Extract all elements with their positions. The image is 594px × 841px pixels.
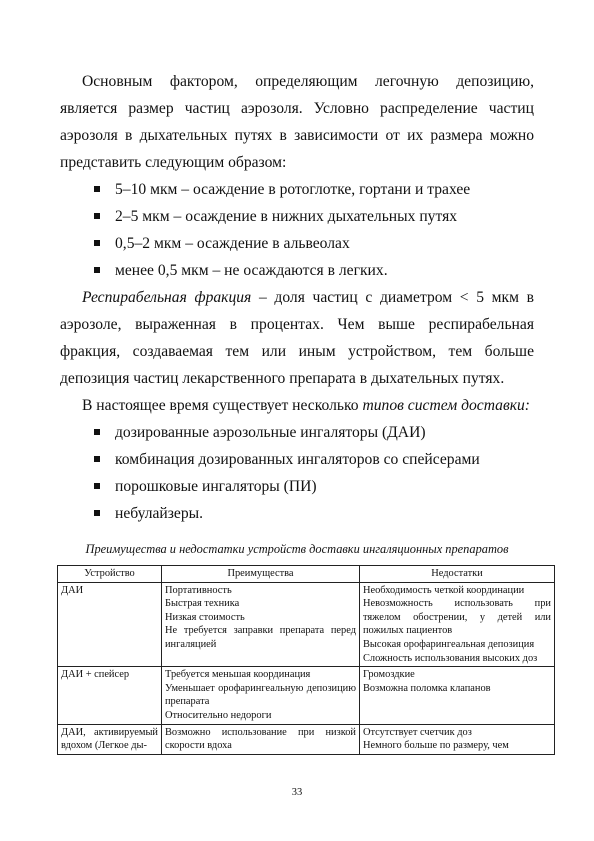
table-header-row bbox=[58, 566, 555, 583]
list-item: менее 0,5 мкм – не осаждаются в легких. bbox=[94, 257, 534, 284]
particle-size-list bbox=[60, 176, 534, 284]
paragraph-respirable-fraction: Респирабельная фракция – доля частиц с диаметром < 5 мкм в аэрозоле, выраженная в процентах. Чем выше респирабельная фракция, создаваемая тем или иным устройством, тем больше депозиция частиц лекарственного препарата в дыхательных путях. bbox=[60, 289, 534, 387]
term-respirable-fraction: Респирабельная фракция bbox=[82, 289, 252, 306]
device-cell: ДАИ bbox=[58, 582, 162, 667]
bullet-square-icon bbox=[94, 186, 100, 192]
cons-cell: Отсутствует счетчик доз Немного больше по размеру, чем bbox=[360, 724, 555, 754]
pros-cell: Портативность Быстрая техника Низкая стоимость Не требуется заправки препарата перед ингаляцией bbox=[162, 582, 360, 667]
list-item: 0,5–2 мкм – осаждение в альвеолах bbox=[94, 230, 534, 257]
list-item: небулайзеры. bbox=[94, 500, 534, 527]
table-row bbox=[58, 724, 555, 754]
column-header: Устройство bbox=[58, 566, 162, 583]
list-item: дозированные аэрозольные ингаляторы (ДАИ) bbox=[94, 419, 534, 446]
cons-cell: Громоздкие Возможна поломка клапанов bbox=[360, 667, 555, 724]
bullet-square-icon bbox=[94, 267, 100, 273]
paragraph-deposition: Основным фактором, определяющим легочную депозицию, является размер частиц аэрозоля. Условно распределение частиц аэрозоля в дыхательных путях в зависимости от их размера можно представить следующим образом: bbox=[60, 73, 534, 171]
body-text bbox=[60, 68, 534, 527]
bullet-square-icon bbox=[94, 213, 100, 219]
bullet-square-icon bbox=[94, 429, 100, 435]
bullet-square-icon bbox=[94, 456, 100, 462]
pros-cell: Требуется меньшая координация Уменьшает орофарингеальную депозицию препарата Относительно недороги bbox=[162, 667, 360, 724]
device-cell: ДАИ + спейсер bbox=[58, 667, 162, 724]
list-item: 2–5 мкм – осаждение в нижних дыхательных путях bbox=[94, 203, 534, 230]
pros-cell: Возможно использование при низкой скорости вдоха bbox=[162, 724, 360, 754]
list-item: комбинация дозированных ингаляторов со спейсерами bbox=[94, 446, 534, 473]
device-cell: ДАИ, активируемый вдохом (Легкое ды- bbox=[58, 724, 162, 754]
term-delivery-systems: типов систем доставки: bbox=[362, 397, 530, 414]
page-number: 33 bbox=[291, 787, 303, 798]
bullet-square-icon bbox=[94, 483, 100, 489]
list-item: 5–10 мкм – осаждение в ротоглотке, гортани и трахее bbox=[94, 176, 534, 203]
cons-cell: Необходимость четкой координации Невозможность использовать при тяжелом обострении, у детей или пожилых пациентов Высокая орофарингеальная депозиция Сложность использования высоких доз bbox=[360, 582, 555, 667]
table-row bbox=[58, 582, 555, 667]
delivery-systems-list bbox=[60, 419, 534, 527]
column-header: Недостатки bbox=[360, 566, 555, 583]
comparison-table bbox=[57, 565, 555, 755]
column-header: Преимущества bbox=[162, 566, 360, 583]
bullet-square-icon bbox=[94, 240, 100, 246]
list-item: порошковые ингаляторы (ПИ) bbox=[94, 473, 534, 500]
paragraph-delivery-systems: В настоящее время существует несколько типов систем доставки: bbox=[82, 397, 530, 414]
table-row bbox=[58, 667, 555, 724]
table-caption: Преимущества и недостатки устройств доставки ингаляционных препаратов bbox=[85, 542, 509, 556]
bullet-square-icon bbox=[94, 510, 100, 516]
